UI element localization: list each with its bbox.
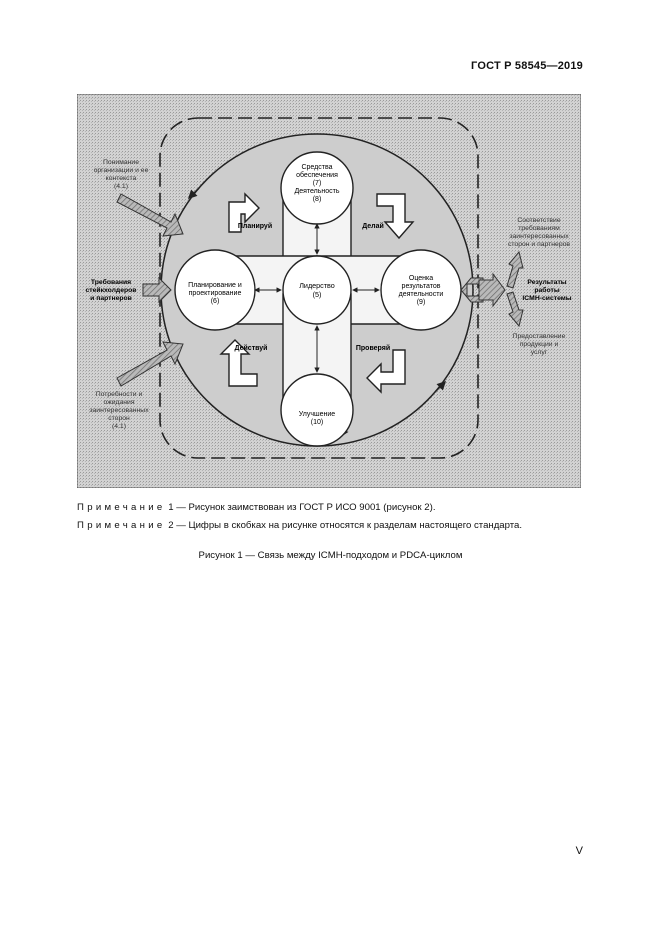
input-needs-5: (4.1) bbox=[112, 423, 126, 430]
output-products-1: Предоставление bbox=[512, 333, 566, 340]
output-products-3: услуг bbox=[530, 349, 548, 356]
pdca-act-label: Действуй bbox=[234, 345, 268, 352]
note-2-label: Примечание bbox=[77, 520, 166, 531]
right-label-4: (9) bbox=[416, 299, 426, 306]
top-label-4: Деятельность bbox=[294, 188, 340, 195]
output-results-2: работы bbox=[534, 287, 560, 294]
input-req-3: и партнеров bbox=[90, 295, 132, 302]
page-number: V bbox=[575, 845, 583, 857]
note-1-label: Примечание bbox=[77, 502, 166, 513]
note-1-number: 1 bbox=[168, 502, 174, 513]
note-2 bbox=[77, 520, 522, 531]
output-results-1: Результаты bbox=[527, 279, 567, 286]
center-label-1: Лидерство bbox=[299, 281, 335, 290]
right-label-2: результатов bbox=[401, 283, 441, 290]
note-2-number: 2 bbox=[168, 520, 174, 531]
left-label-2: проектирование bbox=[188, 290, 242, 297]
output-compliance-4: сторон и партнеров bbox=[507, 241, 571, 248]
input-context-3: контекста bbox=[105, 175, 137, 182]
note-1 bbox=[77, 502, 435, 513]
input-req-2: стейкхолдеров bbox=[85, 287, 137, 294]
input-req-1: Требования bbox=[90, 279, 132, 286]
center-label-2: (5) bbox=[312, 290, 322, 299]
pdca-do-label: Делай bbox=[362, 223, 384, 230]
input-needs-1: Потребности и bbox=[95, 391, 143, 398]
pdca-check-label: Проверяй bbox=[355, 345, 391, 352]
input-context-1: Понимание bbox=[103, 159, 139, 166]
note-1-text: — Рисунок заимствован из ГОСТ Р ИСО 9001 (рисунок 2). bbox=[176, 502, 436, 513]
input-context-2: организации и ее bbox=[93, 167, 149, 174]
left-label-1: Планирование и bbox=[188, 282, 242, 289]
bottom-label-1: Улучшение bbox=[298, 411, 336, 418]
top-label-2: обеспечения bbox=[296, 172, 338, 179]
bottom-label-2: (10) bbox=[310, 419, 324, 426]
document-standard-header: ГОСТ Р 58545—2019 bbox=[471, 60, 583, 72]
right-label-3: деятельности bbox=[398, 291, 444, 298]
top-label-3: (7) bbox=[312, 180, 322, 187]
output-compliance-2: требованиям bbox=[518, 225, 560, 232]
note-2-text: — Цифры в скобках на рисунке относятся к разделам настоящего стандарта. bbox=[176, 520, 523, 531]
output-products-2: продукции и bbox=[519, 341, 559, 348]
top-label-1: Средства bbox=[301, 164, 333, 171]
input-needs-3: заинтересованных bbox=[89, 407, 149, 414]
right-label-1: Оценка bbox=[408, 275, 434, 282]
input-needs-4: сторон bbox=[108, 415, 130, 422]
icmh-pdca-diagram bbox=[77, 94, 581, 488]
output-compliance-3: заинтересованных bbox=[509, 233, 569, 240]
left-label-3: (6) bbox=[210, 298, 220, 305]
output-compliance-1: Соответствие bbox=[517, 217, 561, 224]
pdca-plan-label: Планируй bbox=[237, 223, 273, 230]
input-context-4: (4.1) bbox=[114, 183, 128, 190]
input-needs-2: ожидания bbox=[103, 399, 135, 406]
top-label-5: (8) bbox=[312, 196, 322, 203]
figure-caption: Рисунок 1 — Связь между ICMH-подходом и PDCA-циклом bbox=[198, 550, 463, 561]
output-results-3: ICMH-системы bbox=[522, 295, 572, 302]
